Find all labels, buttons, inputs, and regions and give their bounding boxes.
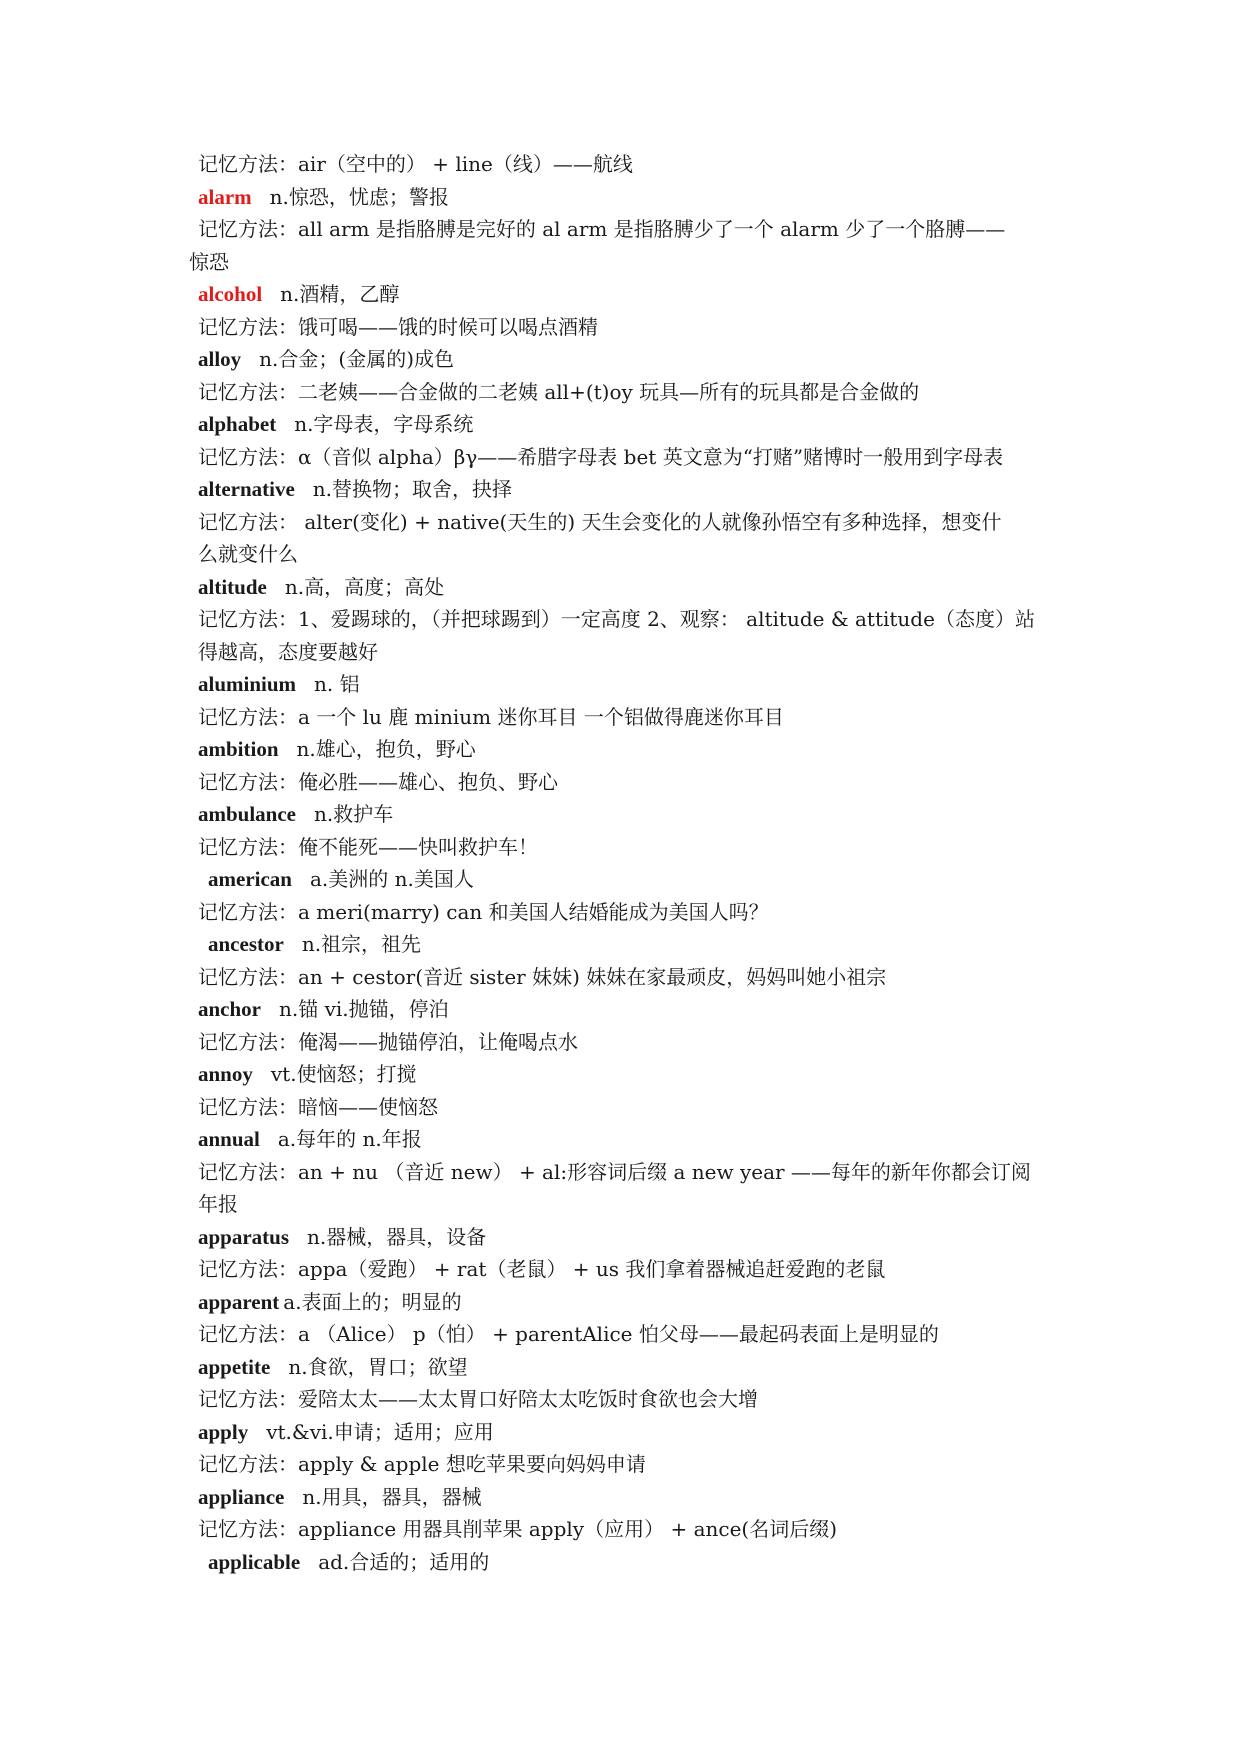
vocab-word: applicable xyxy=(208,1549,301,1574)
vocab-definition: n.食欲，胃口；欲望 xyxy=(288,1354,468,1379)
memory-tip-text: 记忆方法：an + cestor(音近 sister 妹妹) 妹妹在家最顽皮，妈妈叫她小祖宗 xyxy=(198,964,887,989)
vocab-word: alloy xyxy=(198,347,242,371)
memory-tip-text: 记忆方法：俺渴——抛锚停泊，让俺喝点水 xyxy=(198,1029,578,1054)
vocab-entry xyxy=(198,343,1068,376)
vocab-word: appetite xyxy=(198,1354,271,1379)
memory-tip-text: 记忆方法：俺必胜——雄心、抱负、野心 xyxy=(198,769,558,794)
memory-tip xyxy=(198,961,1068,994)
vocab-entry xyxy=(198,1546,1068,1579)
vocab-word: anchor xyxy=(198,997,261,1021)
vocab-definition: n.字母表，字母系统 xyxy=(294,412,474,436)
memory-tip-text: 记忆方法：appa（爱跑） + rat（老鼠） + us 我们拿着器械追赶爱跑的老鼠 xyxy=(198,1257,886,1281)
memory-tip-text: 记忆方法：α（音似 alpha）βγ——希腊字母表 bet 英文意为“打赌”赌博时一般用到字母表 xyxy=(198,444,1004,469)
vocab-entry xyxy=(198,863,1068,896)
memory-tip xyxy=(198,1383,1068,1416)
memory-tip-text: 记忆方法：all arm 是指胳膊是完好的 al arm 是指胳膊少了一个 alarm 少了一个胳膊—— xyxy=(198,217,1006,241)
vocab-word: apparent xyxy=(198,1289,280,1314)
vocab-word: appliance xyxy=(198,1484,285,1509)
memory-tip xyxy=(198,213,1068,246)
memory-tip xyxy=(198,376,1068,409)
vocab-word: ambulance xyxy=(198,802,297,826)
vocab-entry xyxy=(198,928,1068,961)
vocab-definition: vt.使恼怒；打搅 xyxy=(270,1062,417,1086)
vocab-definition: a.表面上的；明显的 xyxy=(283,1289,462,1314)
memory-tip-text: 记忆方法：饿可喝——饿的时候可以喝点酒精 xyxy=(198,314,598,339)
memory-tip-text: 记忆方法：俺不能死——快叫救护车！ xyxy=(198,834,538,859)
vocab-definition: vt.&vi.申请；适用；应用 xyxy=(266,1419,494,1444)
vocab-word: alcohol xyxy=(198,282,263,306)
memory-tip xyxy=(198,148,1068,181)
memory-tip-text: 记忆方法：air（空中的） + line（线）——航线 xyxy=(198,152,633,176)
memory-tip-text: 记忆方法：an + nu （音近 new） + al:形容词后缀 a new year ——每年的新年你都会订阅 xyxy=(198,1159,1031,1184)
memory-tip-continuation: 得越高，态度要越好 xyxy=(198,639,378,664)
vocab-entry xyxy=(198,668,1068,701)
vocab-definition: n.器械，器具，设备 xyxy=(307,1224,487,1249)
vocab-word: ancestor xyxy=(208,932,284,956)
vocab-word: american xyxy=(208,867,292,891)
vocab-word: apparatus xyxy=(198,1224,290,1249)
memory-tip-continuation: 么就变什么 xyxy=(198,542,298,566)
vocab-word: apply xyxy=(198,1419,249,1444)
memory-tip-text: 记忆方法：爱陪太太——太太胃口好陪太太吃饭时食欲也会大增 xyxy=(198,1387,758,1411)
vocab-entry xyxy=(198,1481,1068,1514)
vocab-entry xyxy=(198,1221,1068,1254)
memory-tip xyxy=(198,603,1068,636)
vocab-definition: n.合金；(金属的)成色 xyxy=(259,347,455,371)
vocab-definition: n.救护车 xyxy=(314,802,394,826)
memory-tip xyxy=(198,831,1068,864)
memory-tip-text: 记忆方法：a 一个 lu 鹿 minium 迷你耳目 一个铝做得鹿迷你耳目 xyxy=(198,704,784,729)
vocab-definition: ad.合适的；适用的 xyxy=(318,1549,490,1574)
memory-tip xyxy=(198,1091,1068,1124)
vocab-definition: n.酒精，乙醇 xyxy=(280,282,400,306)
vocab-word: altitude xyxy=(198,574,267,599)
memory-tip xyxy=(198,1026,1068,1059)
memory-tip-continuation: 惊恐 xyxy=(189,249,229,274)
vocab-entry xyxy=(198,473,1068,506)
memory-tip xyxy=(198,701,1068,734)
vocab-entry xyxy=(198,1351,1068,1384)
vocab-entry xyxy=(198,993,1068,1026)
vocab-definition: n.高，高度；高处 xyxy=(284,574,445,599)
memory-tip-text: 记忆方法：1、爱踢球的，（并把球踢到）一定高度 2、观察： altitude & attitude（态度）站 xyxy=(198,607,1035,631)
vocab-definition: n.雄心，抱负，野心 xyxy=(296,737,476,761)
memory-tip-text: 记忆方法： alter(变化) + native(天生的) 天生会变化的人就像孙悟空有多种选择，想变什 xyxy=(198,509,1002,534)
vocab-word: ambition xyxy=(198,737,279,761)
memory-tip xyxy=(198,441,1068,474)
vocab-entry xyxy=(198,1416,1068,1449)
vocab-entry xyxy=(198,1123,1068,1156)
memory-tip-continuation: 年报 xyxy=(198,1192,238,1216)
vocab-entry xyxy=(198,798,1068,831)
memory-tip xyxy=(198,1513,1068,1546)
memory-tip-text: 记忆方法：a meri(marry) can 和美国人结婚能成为美国人吗？ xyxy=(198,899,769,924)
memory-tip-text: 记忆方法：二老姨——合金做的二老姨 all+(t)oy 玩具—所有的玩具都是合金做的 xyxy=(198,379,920,404)
vocab-definition: n.惊恐，忧虑；警报 xyxy=(269,184,449,209)
memory-tip xyxy=(198,506,1068,539)
vocab-definition: n.替换物；取舍，抉择 xyxy=(312,477,513,501)
vocab-definition: a.美洲的 n.美国人 xyxy=(309,867,474,891)
vocab-definition: n.祖宗，祖先 xyxy=(301,932,422,956)
memory-tip-text: 记忆方法：a （Alice） p（怕） + parentAlice 怕父母——最起码表面上是明显的 xyxy=(198,1322,939,1346)
vocab-definition: n.锚 vi.抛锚，停泊 xyxy=(279,997,449,1021)
vocab-word: alarm xyxy=(198,184,252,209)
memory-tip-text: 记忆方法：apply & apple 想吃苹果要向妈妈申请 xyxy=(198,1452,646,1476)
memory-tip-text: 记忆方法：暗恼——使恼怒 xyxy=(198,1094,438,1119)
vocab-entry xyxy=(198,733,1068,766)
memory-tip xyxy=(198,1448,1068,1481)
memory-tip-text: 记忆方法：appliance 用器具削苹果 apply（应用） + ance(名词后缀) xyxy=(198,1517,838,1541)
vocab-word: annual xyxy=(198,1127,260,1151)
vocab-entry xyxy=(198,278,1068,311)
vocab-definition: n. 铝 xyxy=(314,672,360,696)
vocab-entry xyxy=(198,181,1068,214)
vocab-entry xyxy=(198,1286,1068,1319)
memory-tip xyxy=(198,766,1068,799)
vocab-entry xyxy=(198,571,1068,604)
memory-tip xyxy=(198,1318,1068,1351)
vocab-word: alternative xyxy=(198,477,295,501)
vocab-definition: n.用具，器具，器械 xyxy=(302,1484,482,1509)
vocab-entry xyxy=(198,1058,1068,1091)
vocab-word: annoy xyxy=(198,1062,253,1086)
vocab-definition: a.每年的 n.年报 xyxy=(277,1127,422,1151)
vocab-word: aluminium xyxy=(198,672,297,696)
vocabulary-page xyxy=(189,148,1068,1578)
vocab-word: alphabet xyxy=(198,412,277,436)
vocab-entry xyxy=(198,408,1068,441)
memory-tip xyxy=(198,1253,1068,1286)
memory-tip xyxy=(198,311,1068,344)
memory-tip xyxy=(198,1156,1068,1189)
memory-tip xyxy=(198,896,1068,929)
